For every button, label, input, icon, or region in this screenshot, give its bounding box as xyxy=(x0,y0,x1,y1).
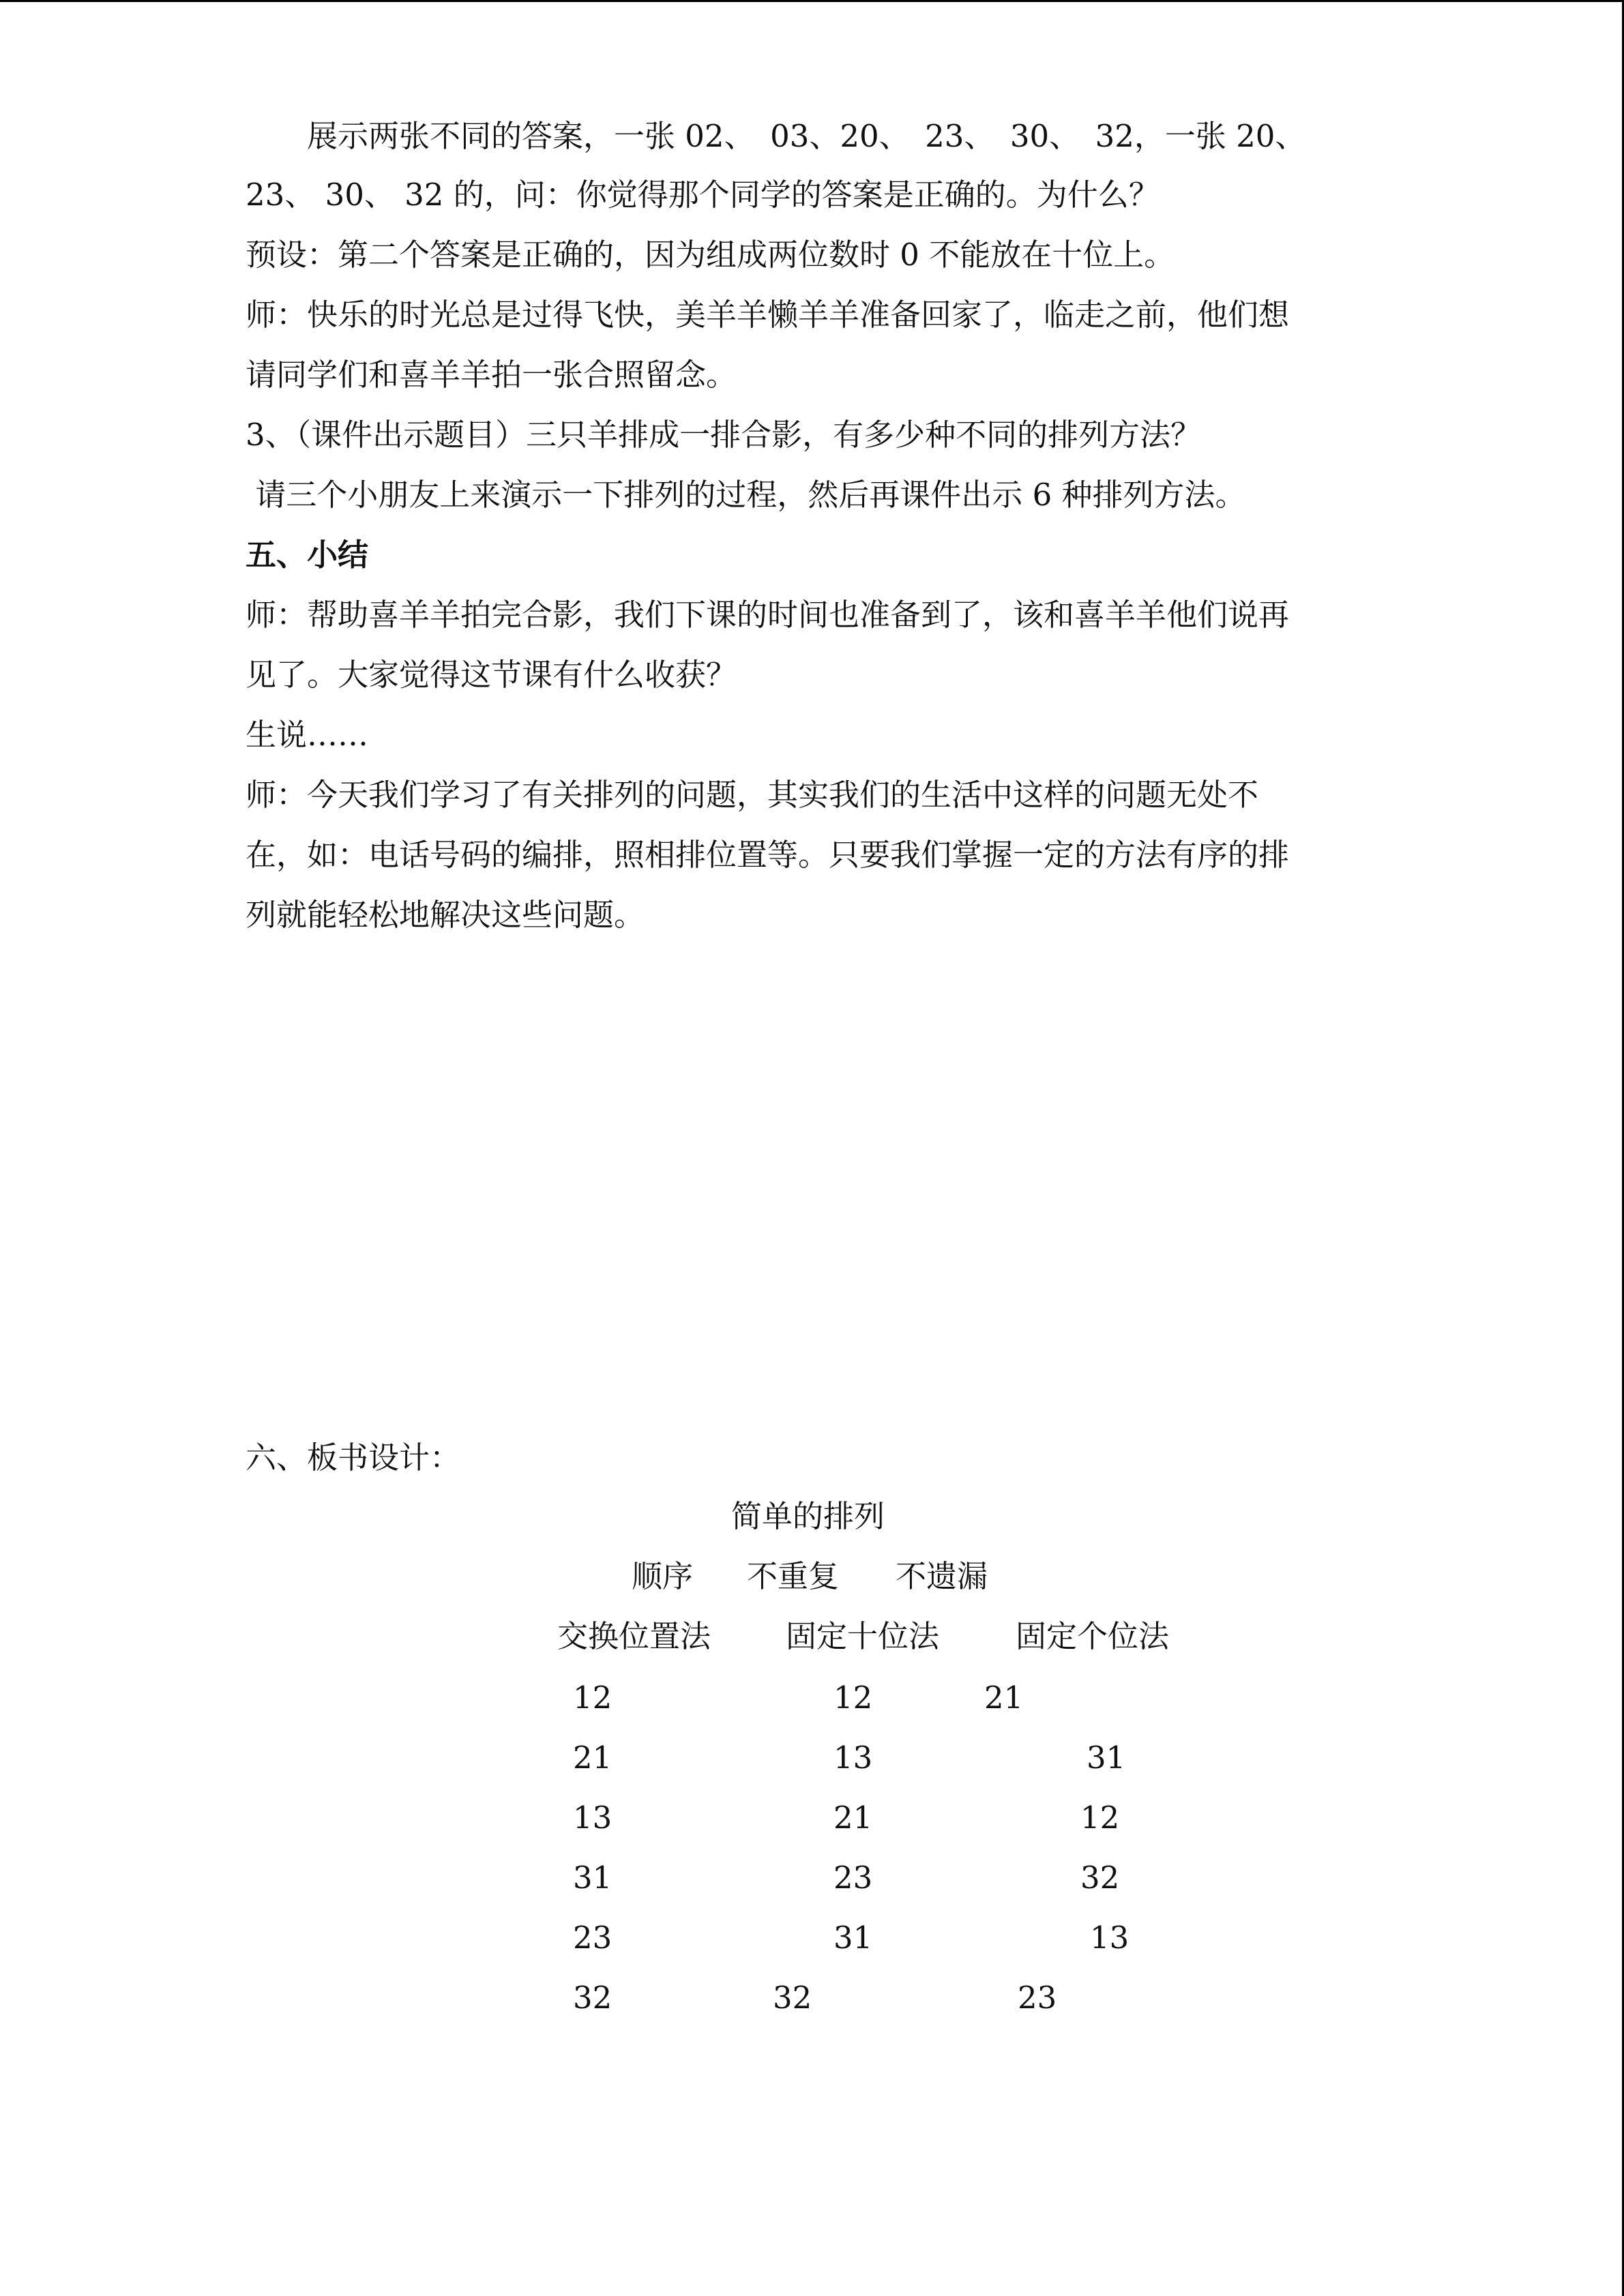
board-col1-item: 31 xyxy=(573,1860,612,1896)
section-heading-board-design: 六、板书设计： xyxy=(246,1440,461,1476)
paragraph-line-3: 预设：第二个答案是正确的，因为组成两位数时 0 不能放在十位上。 xyxy=(246,237,1175,273)
board-principle-no-omit: 不遗漏 xyxy=(896,1558,988,1594)
board-col2-item: 12 xyxy=(833,1680,873,1716)
board-col1-item: 32 xyxy=(573,1980,612,2016)
board-principle-order: 顺序 xyxy=(632,1558,694,1594)
paragraph-line-2: 23、 30、 32 的，问：你觉得那个同学的答案是正确的。为什么？ xyxy=(246,177,1160,213)
board-col1-item: 23 xyxy=(573,1920,612,1956)
board-col1-item: 12 xyxy=(573,1680,612,1716)
paragraph-line-4: 师：快乐的时光总是过得飞快，美羊羊懒羊羊准备回家了，临走之前，他们想 xyxy=(246,297,1290,333)
board-col2-item: 13 xyxy=(833,1740,873,1776)
board-col1-item: 13 xyxy=(573,1800,612,1836)
summary-line-5: 在，如：电话号码的编排，照相排位置等。只要我们掌握一定的方法有序的排 xyxy=(246,837,1290,873)
board-col2-item: 32 xyxy=(773,1980,812,2016)
paragraph-line-7: 请三个小朋友上来演示一下排列的过程，然后再课件出示 6 种排列方法。 xyxy=(246,477,1246,513)
board-col3-item: 21 xyxy=(984,1680,1024,1716)
board-col3-item: 12 xyxy=(1080,1800,1120,1836)
board-col2-item: 23 xyxy=(833,1860,873,1896)
board-col3-item: 32 xyxy=(1080,1860,1120,1896)
board-col2-item: 31 xyxy=(833,1920,873,1956)
summary-line-2: 见了。大家觉得这节课有什么收获？ xyxy=(246,657,737,693)
summary-line-4: 师：今天我们学习了有关排列的问题，其实我们的生活中这样的问题无处不 xyxy=(246,777,1259,813)
board-col3-item: 31 xyxy=(1087,1740,1126,1776)
section-heading-summary: 五、小结 xyxy=(246,537,369,573)
summary-line-3: 生说…… xyxy=(246,717,369,753)
paragraph-line-5: 请同学们和喜羊羊拍一张合照留念。 xyxy=(246,357,737,393)
paragraph-line-1: 展示两张不同的答案，一张 02、 03、20、 23、 30、 32，一张 20、 xyxy=(246,118,1306,154)
board-col1-item: 21 xyxy=(573,1740,612,1776)
board-principle-no-repeat: 不重复 xyxy=(747,1558,840,1594)
summary-line-1: 师：帮助喜羊羊拍完合影，我们下课的时间也准备到了，该和喜羊羊他们说再 xyxy=(246,597,1290,633)
paragraph-line-6: 3、（课件出示题目）三只羊排成一排合影，有多少种不同的排列方法？ xyxy=(246,417,1202,453)
summary-line-6: 列就能轻松地解决这些问题。 xyxy=(246,897,645,933)
board-title: 简单的排列 xyxy=(731,1498,885,1534)
page-top-border xyxy=(0,0,1624,2)
board-method-swap: 交换位置法 xyxy=(557,1618,711,1654)
board-method-fix-ones: 固定个位法 xyxy=(1016,1618,1170,1654)
board-col3-item: 23 xyxy=(1018,1980,1057,2016)
board-col3-item: 13 xyxy=(1090,1920,1130,1956)
board-col2-item: 21 xyxy=(833,1800,873,1836)
board-method-fix-tens: 固定十位法 xyxy=(786,1618,940,1654)
